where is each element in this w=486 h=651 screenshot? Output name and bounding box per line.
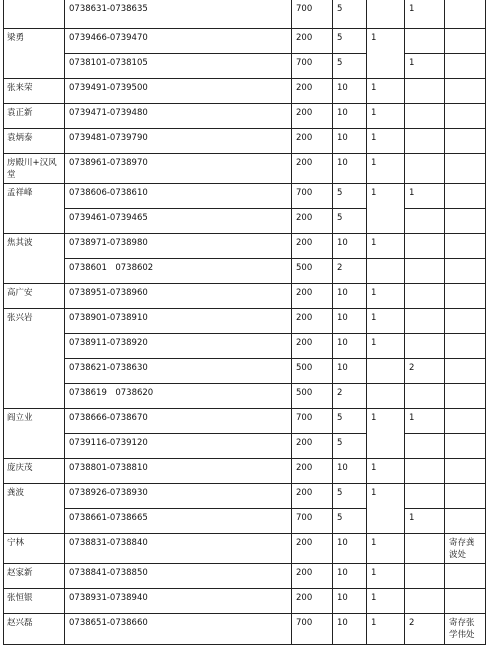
count-cell: 5 [333, 508, 367, 533]
note-cell [445, 0, 486, 28]
col4-cell [367, 258, 405, 283]
count-cell: 10 [333, 588, 367, 613]
amount-cell: 200 [292, 78, 333, 103]
range-cell: 0739471-0739480 [65, 103, 292, 128]
name-cell: 张恒银 [4, 588, 65, 613]
name-cell: 赵家新 [4, 563, 65, 588]
amount-cell: 200 [292, 153, 333, 183]
note-cell [445, 258, 486, 283]
note-cell [445, 358, 486, 383]
table-row [4, 233, 486, 258]
count-cell: 10 [333, 233, 367, 258]
col4-cell [367, 0, 405, 28]
table-row [4, 53, 486, 78]
table-row [4, 283, 486, 308]
amount-cell: 200 [292, 233, 333, 258]
range-cell: 0738931-0738940 [65, 588, 292, 613]
amount-cell: 200 [292, 28, 333, 53]
name-cell: 孟祥峰 [4, 183, 65, 233]
amount-cell: 700 [292, 613, 333, 644]
amount-cell: 200 [292, 128, 333, 153]
note-cell: 寄存张学伟处 [445, 613, 486, 644]
col5-cell [405, 458, 445, 483]
amount-cell: 700 [292, 53, 333, 78]
col5-cell [405, 533, 445, 563]
range-cell: 0739116-0739120 [65, 433, 292, 458]
col5-cell: 2 [405, 613, 445, 644]
name-cell: 高广安 [4, 283, 65, 308]
count-cell: 5 [333, 433, 367, 458]
col5-cell [405, 433, 445, 458]
col4-cell: 1 [367, 483, 405, 533]
col4-cell: 1 [367, 103, 405, 128]
count-cell: 5 [333, 28, 367, 53]
count-cell: 10 [333, 128, 367, 153]
range-cell: 0738961-0738970 [65, 153, 292, 183]
col4-cell: 1 [367, 308, 405, 333]
table-row [4, 258, 486, 283]
col5-cell [405, 78, 445, 103]
table-row [4, 308, 486, 333]
name-cell: 张兴岩 [4, 308, 65, 408]
col5-cell [405, 258, 445, 283]
amount-cell: 200 [292, 483, 333, 508]
range-cell: 0739466-0739470 [65, 28, 292, 53]
range-cell: 0739461-0739465 [65, 208, 292, 233]
note-cell [445, 153, 486, 183]
col4-cell: 1 [367, 563, 405, 588]
col5-cell: 1 [405, 183, 445, 208]
count-cell: 2 [333, 258, 367, 283]
col5-cell: 1 [405, 53, 445, 78]
col4-cell: 1 [367, 28, 405, 78]
count-cell: 10 [333, 613, 367, 644]
count-cell: 10 [333, 458, 367, 483]
note-cell [445, 483, 486, 508]
name-cell: 宁林 [4, 533, 65, 563]
amount-cell: 200 [292, 588, 333, 613]
col5-cell [405, 588, 445, 613]
amount-cell: 200 [292, 533, 333, 563]
note-cell [445, 233, 486, 258]
col4-cell [367, 383, 405, 408]
col4-cell: 1 [367, 588, 405, 613]
table-row [4, 483, 486, 508]
col4-cell: 1 [367, 128, 405, 153]
note-cell [445, 208, 486, 233]
col4-cell: 1 [367, 533, 405, 563]
range-cell: 0739491-0739500 [65, 78, 292, 103]
note-cell [445, 283, 486, 308]
col4-cell: 1 [367, 153, 405, 183]
amount-cell: 200 [292, 433, 333, 458]
count-cell: 10 [333, 308, 367, 333]
table-row [4, 563, 486, 588]
note-cell [445, 588, 486, 613]
table-row [4, 588, 486, 613]
note-cell [445, 308, 486, 333]
name-cell: 龚波 [4, 483, 65, 533]
count-cell: 5 [333, 208, 367, 233]
amount-cell: 700 [292, 0, 333, 28]
table-row [4, 433, 486, 458]
col5-cell [405, 383, 445, 408]
note-cell [445, 103, 486, 128]
note-cell [445, 433, 486, 458]
col4-cell [367, 358, 405, 383]
amount-cell: 500 [292, 358, 333, 383]
range-cell: 0738911-0738920 [65, 333, 292, 358]
note-cell [445, 333, 486, 358]
count-cell: 5 [333, 183, 367, 208]
count-cell: 10 [333, 563, 367, 588]
col5-cell [405, 308, 445, 333]
count-cell: 10 [333, 283, 367, 308]
range-cell: 0738951-0738960 [65, 283, 292, 308]
count-cell: 5 [333, 483, 367, 508]
count-cell: 10 [333, 153, 367, 183]
range-cell: 0738971-0738980 [65, 233, 292, 258]
col4-cell: 1 [367, 233, 405, 258]
range-cell: 0738901-0738910 [65, 308, 292, 333]
range-cell: 0738621-0738630 [65, 358, 292, 383]
name-cell: 庞庆茂 [4, 458, 65, 483]
col4-cell: 1 [367, 458, 405, 483]
range-cell: 0738101-0738105 [65, 53, 292, 78]
range-cell: 0738601 0738602 [65, 258, 292, 283]
range-cell: 0738661-0738665 [65, 508, 292, 533]
note-cell [445, 128, 486, 153]
col5-cell [405, 103, 445, 128]
range-cell: 0738831-0738840 [65, 533, 292, 563]
amount-cell: 200 [292, 563, 333, 588]
amount-cell: 200 [292, 333, 333, 358]
amount-cell: 500 [292, 383, 333, 408]
col5-cell [405, 483, 445, 508]
table-row [4, 383, 486, 408]
table-row [4, 358, 486, 383]
table-row [4, 28, 486, 53]
col5-cell: 2 [405, 358, 445, 383]
amount-cell: 700 [292, 408, 333, 433]
note-cell [445, 53, 486, 78]
table-row [4, 508, 486, 533]
col5-cell [405, 128, 445, 153]
note-cell [445, 183, 486, 208]
note-cell [445, 28, 486, 53]
name-cell: 焦其波 [4, 233, 65, 283]
count-cell: 5 [333, 53, 367, 78]
amount-cell: 700 [292, 183, 333, 208]
record-table [3, 0, 486, 645]
col4-cell: 1 [367, 613, 405, 644]
col5-cell: 1 [405, 508, 445, 533]
amount-cell: 200 [292, 103, 333, 128]
col4-cell: 1 [367, 183, 405, 233]
count-cell: 2 [333, 383, 367, 408]
col5-cell [405, 208, 445, 233]
range-cell: 0738801-0738810 [65, 458, 292, 483]
range-cell: 0738841-0738850 [65, 563, 292, 588]
col5-cell: 1 [405, 0, 445, 28]
range-cell: 0739481-0739790 [65, 128, 292, 153]
col4-cell: 1 [367, 333, 405, 358]
col5-cell [405, 333, 445, 358]
amount-cell: 200 [292, 208, 333, 233]
name-cell: 袁炳泰 [4, 128, 65, 153]
range-cell: 0738666-0738670 [65, 408, 292, 433]
count-cell: 10 [333, 333, 367, 358]
note-cell [445, 78, 486, 103]
range-cell: 0738631-0738635 [65, 0, 292, 28]
col4-cell: 1 [367, 283, 405, 308]
table-row [4, 103, 486, 128]
note-cell [445, 408, 486, 433]
amount-cell: 200 [292, 458, 333, 483]
name-cell: 阎立业 [4, 408, 65, 458]
note-cell [445, 458, 486, 483]
count-cell: 5 [333, 0, 367, 28]
table-row [4, 208, 486, 233]
table-row [4, 458, 486, 483]
count-cell: 10 [333, 533, 367, 563]
name-cell [4, 0, 65, 28]
range-cell: 0738619 0738620 [65, 383, 292, 408]
table-row [4, 333, 486, 358]
col5-cell [405, 28, 445, 53]
table-row [4, 153, 486, 183]
name-cell: 房殿川+汉风堂 [4, 153, 65, 183]
count-cell: 10 [333, 78, 367, 103]
name-cell: 梁勇 [4, 28, 65, 78]
table-row [4, 408, 486, 433]
col4-cell: 1 [367, 408, 405, 458]
count-cell: 10 [333, 358, 367, 383]
col4-cell: 1 [367, 78, 405, 103]
table-row [4, 78, 486, 103]
count-cell: 5 [333, 408, 367, 433]
col5-cell [405, 563, 445, 588]
range-cell: 0738606-0738610 [65, 183, 292, 208]
col5-cell [405, 153, 445, 183]
amount-cell: 500 [292, 258, 333, 283]
note-cell [445, 383, 486, 408]
count-cell: 10 [333, 103, 367, 128]
range-cell: 0738651-0738660 [65, 613, 292, 644]
table-row [4, 183, 486, 208]
col5-cell: 1 [405, 408, 445, 433]
table-row [4, 0, 486, 28]
note-cell: 寄存龚波处 [445, 533, 486, 563]
name-cell: 赵兴磊 [4, 613, 65, 644]
amount-cell: 200 [292, 283, 333, 308]
col5-cell [405, 233, 445, 258]
amount-cell: 200 [292, 308, 333, 333]
name-cell: 张来荣 [4, 78, 65, 103]
amount-cell: 700 [292, 508, 333, 533]
table-row [4, 128, 486, 153]
range-cell: 0738926-0738930 [65, 483, 292, 508]
note-cell [445, 563, 486, 588]
name-cell: 袁正新 [4, 103, 65, 128]
col5-cell [405, 283, 445, 308]
table-row [4, 613, 486, 644]
table-row [4, 533, 486, 563]
note-cell [445, 508, 486, 533]
